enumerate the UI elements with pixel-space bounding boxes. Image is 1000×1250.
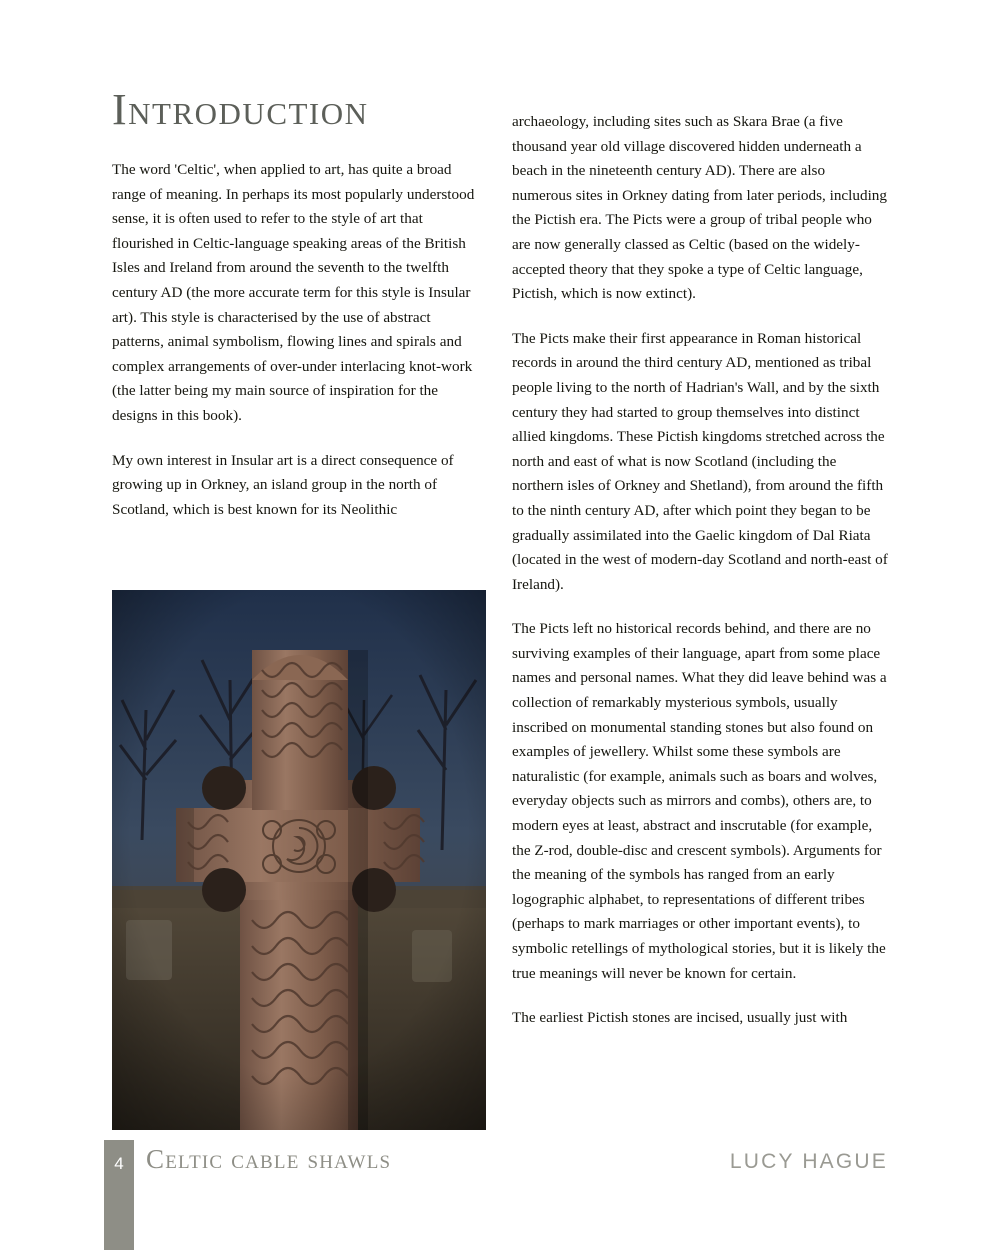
paragraph: The earliest Pictish stones are incised, usually just with [512, 1009, 848, 1027]
celtic-cross-photo [112, 590, 486, 1130]
page-footer [0, 1140, 1000, 1200]
paragraph: The word 'Celtic', when applied to art, has quite a broad range of meaning. In perhaps its most popularly understood sense, it is often used to refer to the style of art that flourished in Celtic-language speaking areas of the British Isles and Ireland from around the seventh to the twelfth century AD (the more accurate term for this style is Insular art). This style is characterised by the use of abstract patterns, animal symbolism, flowing lines and spirals and complex arrangements of over-under interlacing knot-work (the latter being my main source of inspiration for the designs in this book). [112, 161, 475, 424]
right-column [512, 110, 888, 1031]
page-title: Introduction [112, 85, 369, 134]
paragraph: The Picts make their first appearance in Roman historical records in around the third century AD, mentioned as tribal people living to the north of Hadrian's Wall, and by the sixth century they had started to group themselves into distinct allied kingdoms. These Pictish kingdoms stretched across the north and east of what is now Scotland (including the northern isles of Orkney and Shetland), from around the fifth to the ninth century AD, after which point they began to be gradually assimilated into the Gaelic kingdom of Dal Riata (located in the west of modern-day Scotland and north-east of Ireland). [512, 329, 888, 593]
left-column [112, 85, 486, 522]
paragraph: The Picts left no historical records behind, and there are no surviving examples of their language, apart from some place names and personal names. What they did leave behind was a collection of remarkably mysterious symbols, usually inscribed on monumental standing stones but also found on examples of jewellery. Whilst some these symbols are naturalistic (for example, animals such as boars and wolves, everyday objects such as mirrors and combs), others are, to modern eyes at least, abstract and inscrutable (for example, the Z-rod, double-disc and crescent symbols). Arguments for the meaning of the symbols has ranged from an early logographic alphabet, to representations of different tribes (perhaps to mark marriages or other important events), to symbolic retellings of mythological stories, but it is likely the true meanings will never be known for certain. [512, 620, 887, 982]
paragraph: archaeology, including sites such as Skara Brae (a five thousand year old village discovered hidden underneath a beach in the nineteenth century AD). There are also numerous sites in Orkney dating from later periods, including the Pictish era. The Picts were a group of tribal people who are now generally classed as Celtic (based on the widely-accepted theory that they spoke a type of Celtic language, Pictish, which is now extinct). [512, 113, 887, 303]
page-number: 4 [114, 1154, 124, 1173]
book-author: LUCY HAGUE [729, 1150, 888, 1173]
book-title: celtic cable shawls [146, 1144, 392, 1174]
paragraph: My own interest in Insular art is a direct consequence of growing up in Orkney, an island group in the north of Scotland, which is best known for its Neolithic [112, 451, 454, 518]
celtic-cross-illustration [112, 590, 486, 1130]
